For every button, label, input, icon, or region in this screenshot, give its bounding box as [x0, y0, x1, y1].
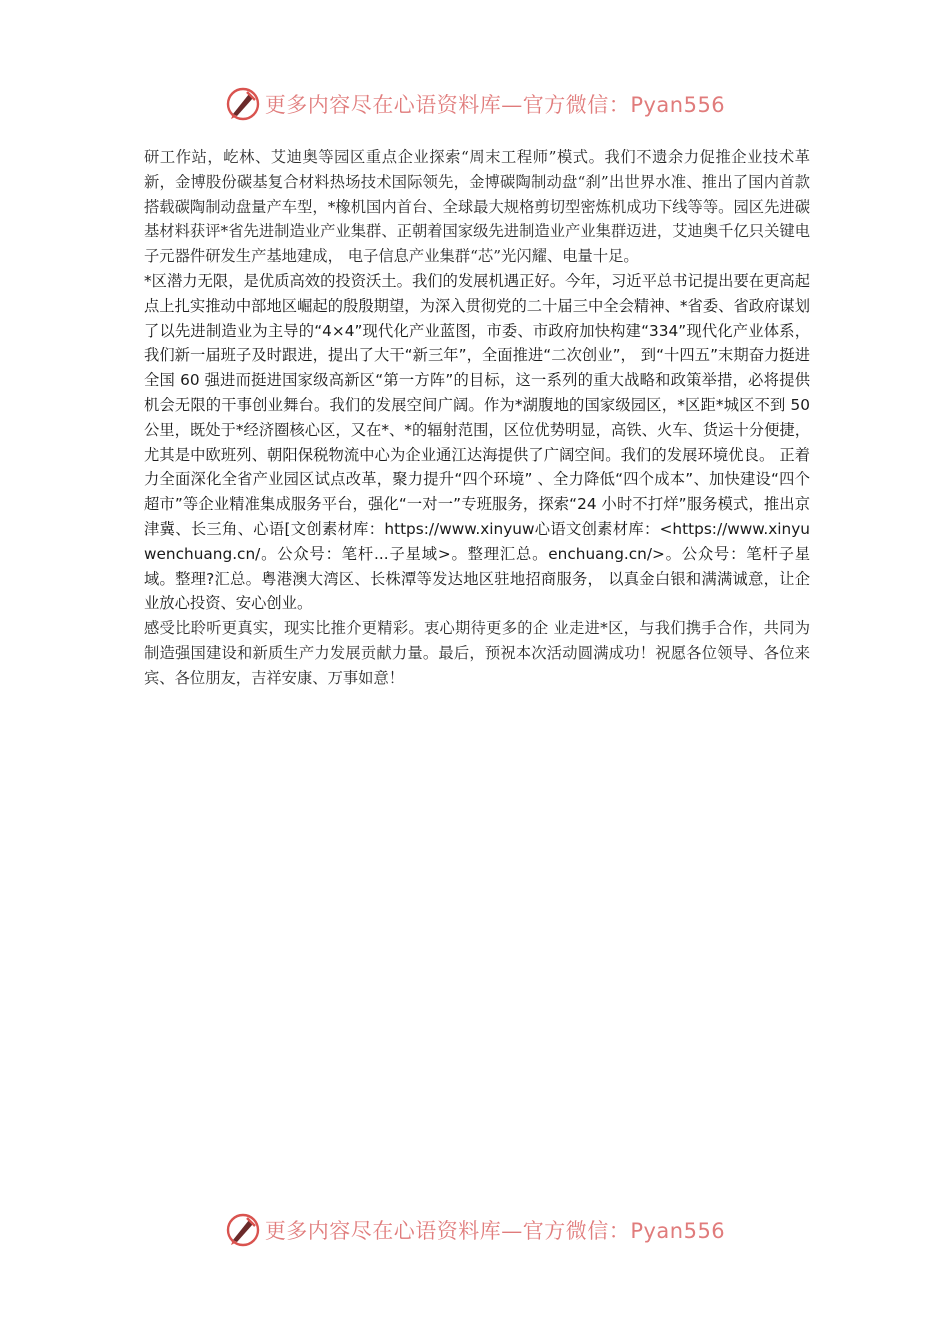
paragraph-1: 研工作站，屹林、艾迪奥等园区重点企业探索“周末工程师”模式。我们不遗余力促推企业技术革新，金博股份碳基复合材料热场技术国际领先，金博碳陶制动盘“刹”出世界水准、推出了国内首款搭载碳陶制动盘量产车型，*橡机国内首台、全球最大规格剪切型密炼机成功下线等等。园区先进碳基材料获评*省先进制造业产业集群、正朝着国家级先进制造业产业集群迈进，艾迪奥千亿只关键电子元器件研发生产基地建成， 电子信息产业集群“芯”光闪耀、电量十足。	[144, 148, 810, 266]
footer-banner	[0, 1208, 950, 1252]
pen-logo-icon	[225, 86, 261, 122]
banner-text: 更多内容尽在心语资料库—官方微信：Pyan556	[264, 1219, 726, 1243]
pen-logo-icon	[225, 1212, 261, 1248]
header-banner	[0, 82, 950, 126]
banner-text: 更多内容尽在心语资料库—官方微信：Pyan556	[264, 93, 726, 117]
document-body	[144, 145, 810, 691]
paragraph-2: *区潜力无限，是优质高效的投资沃土。我们的发展机遇正好。今年，习近平总书记提出要在更高起点上扎实推动中部地区崛起的殷殷期望，为深入贯彻党的二十届三中全会精神、*省委、省政府谋划了以先进制造业为主导的“4×4”现代化产业蓝图，市委、市政府加快构建“334”现代化产业体系，我们新一届班子及时跟进，提出了大干“新三年”，全面推进“二次创业”， 到“十四五”末期奋力挺进全国 60 强进而挺进国家级高新区“第一方阵”的目标，这一系列的重大战略和政策举措，必将提供机会无限的干事创业舞台。我们的发展空间广阔。作为*湖腹地的国家级园区，*区距*城区不到 50 公里，既处于*经济圈核心区，又在*、*的辐射范围，区位优势明显，高铁、火车、货运十分便捷，尤其是中欧班列、朝阳保税物流中心为企业通江达海提供了广阔空间。我们的发展环境优良。 正着力全面深化全省产业园区试点改革，聚力提升“四个环境” 、全力降低“四个成本”、加快建设“四个超市”等企业精准集成服务平台，强化“一对一”专班服务，探索“24 小时不打烊”服务模式，推出京津冀、长三角、心语[文创素材库：https://www.xinyuw心语文创素材库：<https://www.xinyuwenchuang.cn/。公众号：笔杆...子星域>。整理汇总。enchuang.cn/>。公众号：笔杆子星域。整理?汇总。粤港澳大湾区、长株潭等发达地区驻地招商服务， 以真金白银和满满诚意，让企业放心投资、安心创业。	[144, 271, 810, 613]
paragraph-3: 感受比聆听更真实，现实比推介更精彩。衷心期待更多的企 业走进*区，与我们携手合作，共同为制造强国建设和新质生产力发展贡献力量。最后，预祝本次活动圆满成功！祝愿各位领导、各位来宾、各位朋友，吉祥安康、万事如意！	[144, 619, 810, 687]
